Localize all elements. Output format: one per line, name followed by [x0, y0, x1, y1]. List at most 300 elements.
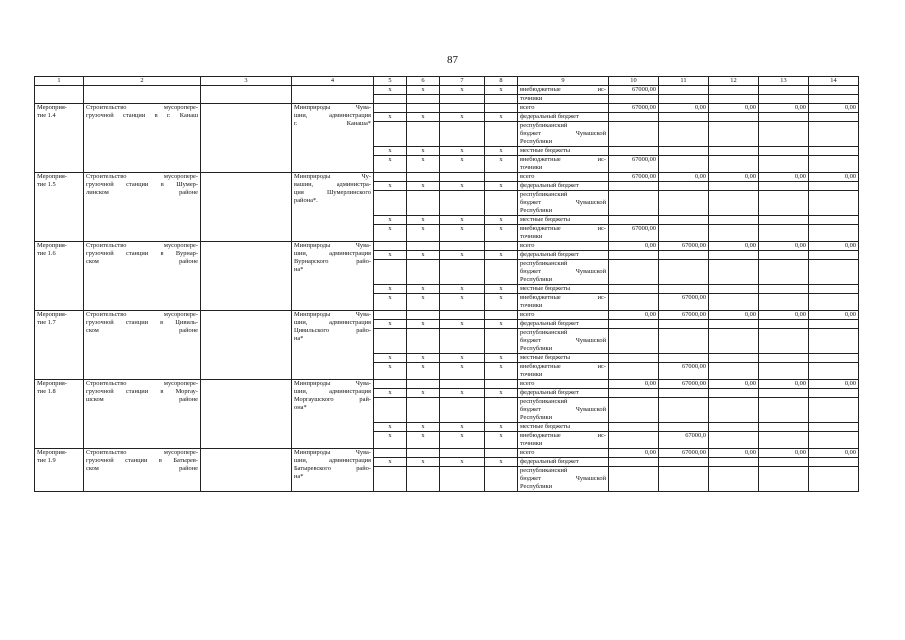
- continuation-row: [35, 95, 859, 104]
- mark-cell: x: [440, 458, 485, 467]
- value-cell: [809, 285, 859, 294]
- value-cell: [609, 251, 659, 260]
- empty-cell: [201, 173, 292, 242]
- mark-cell: x: [407, 423, 440, 432]
- value-cell: [659, 147, 709, 156]
- mark-cell: x: [407, 389, 440, 398]
- value-cell: [759, 329, 809, 354]
- value-cell: [809, 216, 859, 225]
- activity-executor: Минприроды Чува- шии, администрация Батыревского райо- на*: [292, 449, 374, 492]
- value-cell: [709, 225, 759, 242]
- value-cell: [809, 467, 859, 492]
- mark-cell: [440, 398, 485, 423]
- value-cell: [709, 216, 759, 225]
- mark-cell: x: [485, 113, 518, 122]
- value-cell: [709, 147, 759, 156]
- value-cell: [759, 147, 809, 156]
- value-cell: [659, 467, 709, 492]
- mark-cell: [374, 260, 407, 285]
- source-cell: федеральный бюджет: [518, 113, 609, 122]
- value-cell: 0,00: [809, 449, 859, 458]
- mark-cell: [407, 311, 440, 320]
- mark-cell: x: [407, 86, 440, 95]
- mark-cell: x: [407, 251, 440, 260]
- column-header: 13: [759, 77, 809, 86]
- value-cell: [809, 354, 859, 363]
- mark-cell: [374, 380, 407, 389]
- source-cell: республиканский бюджет Чувашской Республики: [518, 467, 609, 492]
- value-cell: 67000,00: [609, 225, 659, 242]
- value-cell: 67000,00: [659, 380, 709, 389]
- value-cell: [609, 398, 659, 423]
- mark-cell: x: [485, 294, 518, 311]
- value-cell: [659, 398, 709, 423]
- activity-executor: Минприроды Чува- шии, администрация Цивильского райо- на*: [292, 311, 374, 380]
- mark-cell: [440, 467, 485, 492]
- activity-description: Строительство мусоропере- грузочной станции в Батырев- ском районе: [84, 449, 201, 492]
- source-cell: местные бюджеты: [518, 285, 609, 294]
- mark-cell: [440, 122, 485, 147]
- value-cell: [609, 191, 659, 216]
- value-cell: [709, 191, 759, 216]
- value-cell: [609, 363, 659, 380]
- mark-cell: x: [440, 294, 485, 311]
- source-cell: федеральный бюджет: [518, 320, 609, 329]
- value-cell: 0,00: [709, 104, 759, 113]
- mark-cell: x: [407, 458, 440, 467]
- value-cell: 0,00: [809, 173, 859, 182]
- empty-cell: [35, 95, 84, 104]
- mark-cell: [374, 191, 407, 216]
- mark-cell: x: [374, 156, 407, 173]
- column-header: 5: [374, 77, 407, 86]
- empty-cell: [759, 95, 809, 104]
- mark-cell: x: [485, 182, 518, 191]
- value-cell: 67000,00: [609, 104, 659, 113]
- mark-cell: x: [485, 86, 518, 95]
- mark-cell: x: [374, 354, 407, 363]
- activity-executor: Минприроды Чу- вашии, администра- ция Шумерлинского района*.: [292, 173, 374, 242]
- source-cell: всего: [518, 173, 609, 182]
- mark-cell: x: [485, 156, 518, 173]
- empty-cell: [201, 380, 292, 449]
- value-cell: 67000,00: [659, 242, 709, 251]
- value-cell: [709, 354, 759, 363]
- value-cell: [659, 354, 709, 363]
- value-cell: [609, 458, 659, 467]
- mark-cell: [374, 104, 407, 113]
- activity-description: Строительство мусоропере- грузочной станции в Цивиль- ском районе: [84, 311, 201, 380]
- mark-cell: [440, 449, 485, 458]
- value-cell: [759, 389, 809, 398]
- mark-cell: x: [485, 251, 518, 260]
- value-cell: [809, 122, 859, 147]
- mark-cell: [374, 467, 407, 492]
- mark-cell: x: [440, 147, 485, 156]
- value-cell: [609, 432, 659, 449]
- mark-cell: x: [407, 147, 440, 156]
- empty-cell: [709, 86, 759, 95]
- value-cell: [709, 389, 759, 398]
- mark-cell: x: [374, 113, 407, 122]
- activity-description: Строительство мусоропере- грузочной станции в г. Канаш: [84, 104, 201, 173]
- mark-cell: x: [440, 182, 485, 191]
- mark-cell: [407, 398, 440, 423]
- mark-cell: x: [440, 225, 485, 242]
- mark-cell: x: [485, 432, 518, 449]
- mark-cell: x: [440, 251, 485, 260]
- value-cell: [609, 389, 659, 398]
- source-cell: республиканский бюджет Чувашской Республики: [518, 398, 609, 423]
- empty-cell: [201, 311, 292, 380]
- source-cell: республиканский бюджет Чувашской Республики: [518, 191, 609, 216]
- value-cell: 67000,00: [659, 294, 709, 311]
- mark-cell: x: [485, 389, 518, 398]
- source-cell: всего: [518, 104, 609, 113]
- mark-cell: x: [374, 225, 407, 242]
- column-header: 1: [35, 77, 84, 86]
- mark-cell: x: [374, 86, 407, 95]
- empty-cell: [709, 95, 759, 104]
- block-total-row: [35, 311, 859, 320]
- mark-cell: x: [440, 113, 485, 122]
- mark-cell: [374, 398, 407, 423]
- mark-cell: [374, 329, 407, 354]
- value-cell: [759, 285, 809, 294]
- source-cell: внебюджетные ис-: [518, 86, 609, 95]
- empty-cell: [201, 104, 292, 173]
- value-cell: [709, 294, 759, 311]
- empty-cell: [201, 449, 292, 492]
- value-cell: [809, 260, 859, 285]
- mark-cell: [407, 122, 440, 147]
- mark-cell: x: [485, 423, 518, 432]
- value-cell: [709, 458, 759, 467]
- mark-cell: [407, 329, 440, 354]
- value-cell: 67000,00: [659, 311, 709, 320]
- value-cell: 67000,00: [609, 86, 659, 95]
- mark-cell: x: [485, 285, 518, 294]
- mark-cell: [407, 95, 440, 104]
- value-cell: 0,00: [709, 173, 759, 182]
- activity-executor: Минприроды Чува- шии, администрация Вурнарского райо- на*: [292, 242, 374, 311]
- empty-cell: [201, 95, 292, 104]
- empty-cell: [809, 95, 859, 104]
- mark-cell: x: [374, 251, 407, 260]
- mark-cell: [407, 260, 440, 285]
- mark-cell: x: [374, 423, 407, 432]
- value-cell: [709, 329, 759, 354]
- value-cell: [759, 260, 809, 285]
- value-cell: [809, 191, 859, 216]
- source-cell: внебюджетные ис- точники: [518, 294, 609, 311]
- value-cell: [709, 122, 759, 147]
- empty-cell: [201, 242, 292, 311]
- mark-cell: [374, 311, 407, 320]
- column-header: 6: [407, 77, 440, 86]
- activity-description: Строительство мусоропере- грузочной станции в Вурнар- ском районе: [84, 242, 201, 311]
- mark-cell: x: [374, 458, 407, 467]
- mark-cell: x: [485, 320, 518, 329]
- source-cell: точники: [518, 95, 609, 104]
- value-cell: [709, 432, 759, 449]
- continuation-row: [35, 86, 859, 95]
- value-cell: [659, 156, 709, 173]
- mark-cell: x: [407, 182, 440, 191]
- empty-cell: [201, 86, 292, 95]
- mark-cell: x: [407, 113, 440, 122]
- value-cell: [609, 147, 659, 156]
- mark-cell: x: [374, 363, 407, 380]
- mark-cell: x: [440, 156, 485, 173]
- mark-cell: x: [374, 182, 407, 191]
- empty-cell: [35, 86, 84, 95]
- source-cell: республиканский бюджет Чувашской Республики: [518, 260, 609, 285]
- mark-cell: [407, 449, 440, 458]
- value-cell: [759, 216, 809, 225]
- mark-cell: [407, 242, 440, 251]
- block-total-row: [35, 380, 859, 389]
- value-cell: [809, 389, 859, 398]
- column-header: 9: [518, 77, 609, 86]
- value-cell: [709, 423, 759, 432]
- empty-cell: [759, 86, 809, 95]
- empty-cell: [292, 86, 374, 95]
- page-number: 87: [447, 54, 458, 66]
- value-cell: [809, 398, 859, 423]
- mark-cell: x: [440, 389, 485, 398]
- mark-cell: [407, 173, 440, 182]
- mark-cell: x: [407, 285, 440, 294]
- value-cell: [659, 251, 709, 260]
- mark-cell: x: [374, 294, 407, 311]
- value-cell: [759, 432, 809, 449]
- value-cell: [659, 113, 709, 122]
- activity-id: Мероприя- тие 1.6: [35, 242, 84, 311]
- mark-cell: [440, 173, 485, 182]
- value-cell: [809, 320, 859, 329]
- value-cell: [759, 398, 809, 423]
- mark-cell: x: [374, 285, 407, 294]
- mark-cell: x: [374, 147, 407, 156]
- value-cell: [809, 156, 859, 173]
- value-cell: 0,00: [609, 449, 659, 458]
- mark-cell: x: [440, 320, 485, 329]
- value-cell: [809, 225, 859, 242]
- mark-cell: x: [485, 458, 518, 467]
- activity-id: Мероприя- тие 1.5: [35, 173, 84, 242]
- mark-cell: [485, 95, 518, 104]
- column-header: 2: [84, 77, 201, 86]
- value-cell: [759, 251, 809, 260]
- value-cell: 0,00: [809, 242, 859, 251]
- mark-cell: x: [374, 216, 407, 225]
- mark-cell: x: [407, 216, 440, 225]
- activity-executor: Минприроды Чува- шии, администрация Моргаушского рай- она*: [292, 380, 374, 449]
- mark-cell: [440, 260, 485, 285]
- mark-cell: [485, 380, 518, 389]
- value-cell: [659, 216, 709, 225]
- mark-cell: x: [374, 432, 407, 449]
- column-header: 4: [292, 77, 374, 86]
- value-cell: [659, 423, 709, 432]
- value-cell: 67000,0: [659, 432, 709, 449]
- column-header: 10: [609, 77, 659, 86]
- activity-description: Строительство мусоропере- грузочной станции в Шумер- линском районе: [84, 173, 201, 242]
- mark-cell: [485, 191, 518, 216]
- mark-cell: [374, 173, 407, 182]
- value-cell: [759, 122, 809, 147]
- source-cell: местные бюджеты: [518, 216, 609, 225]
- mark-cell: [440, 191, 485, 216]
- value-cell: [709, 182, 759, 191]
- mark-cell: [485, 122, 518, 147]
- value-cell: 0,00: [659, 104, 709, 113]
- value-cell: [709, 260, 759, 285]
- value-cell: [659, 285, 709, 294]
- value-cell: [659, 260, 709, 285]
- column-header: 12: [709, 77, 759, 86]
- mark-cell: x: [407, 363, 440, 380]
- source-cell: местные бюджеты: [518, 354, 609, 363]
- mark-cell: x: [485, 225, 518, 242]
- value-cell: 67000,00: [659, 449, 709, 458]
- value-cell: 0,00: [609, 242, 659, 251]
- value-cell: 0,00: [609, 380, 659, 389]
- block-total-row: [35, 242, 859, 251]
- mark-cell: [485, 398, 518, 423]
- source-cell: федеральный бюджет: [518, 182, 609, 191]
- mark-cell: [407, 191, 440, 216]
- value-cell: 67000,00: [659, 363, 709, 380]
- value-cell: [659, 225, 709, 242]
- mark-cell: x: [485, 216, 518, 225]
- mark-cell: [485, 449, 518, 458]
- value-cell: [759, 458, 809, 467]
- value-cell: [709, 320, 759, 329]
- mark-cell: x: [407, 294, 440, 311]
- mark-cell: [440, 95, 485, 104]
- value-cell: [809, 113, 859, 122]
- mark-cell: [485, 104, 518, 113]
- value-cell: [809, 363, 859, 380]
- value-cell: [759, 191, 809, 216]
- mark-cell: x: [440, 363, 485, 380]
- source-cell: внебюджетные ис- точники: [518, 363, 609, 380]
- activity-id: Мероприя- тие 1.7: [35, 311, 84, 380]
- mark-cell: [485, 467, 518, 492]
- header-row: [35, 77, 859, 86]
- mark-cell: x: [485, 147, 518, 156]
- source-cell: всего: [518, 242, 609, 251]
- value-cell: [809, 147, 859, 156]
- value-cell: [759, 467, 809, 492]
- mark-cell: x: [440, 216, 485, 225]
- value-cell: [659, 329, 709, 354]
- value-cell: [609, 113, 659, 122]
- mark-cell: x: [407, 432, 440, 449]
- value-cell: 67000,00: [609, 173, 659, 182]
- empty-cell: [292, 95, 374, 104]
- block-total-row: [35, 449, 859, 458]
- mark-cell: [440, 242, 485, 251]
- value-cell: [659, 389, 709, 398]
- value-cell: [609, 285, 659, 294]
- activity-id: Мероприя- тие 1.9: [35, 449, 84, 492]
- empty-cell: [84, 95, 201, 104]
- mark-cell: x: [440, 432, 485, 449]
- source-cell: местные бюджеты: [518, 423, 609, 432]
- value-cell: 0,00: [659, 173, 709, 182]
- mark-cell: [374, 242, 407, 251]
- value-cell: [809, 251, 859, 260]
- value-cell: 0,00: [709, 311, 759, 320]
- value-cell: 67000,00: [609, 156, 659, 173]
- mark-cell: x: [407, 225, 440, 242]
- source-cell: республиканский бюджет Чувашской Республики: [518, 329, 609, 354]
- value-cell: [709, 467, 759, 492]
- mark-cell: [374, 122, 407, 147]
- source-cell: федеральный бюджет: [518, 458, 609, 467]
- column-header: 7: [440, 77, 485, 86]
- mark-cell: x: [485, 354, 518, 363]
- value-cell: [659, 191, 709, 216]
- mark-cell: x: [374, 320, 407, 329]
- source-cell: всего: [518, 380, 609, 389]
- value-cell: 0,00: [709, 380, 759, 389]
- value-cell: [709, 398, 759, 423]
- value-cell: [759, 320, 809, 329]
- value-cell: 0,00: [609, 311, 659, 320]
- value-cell: 0,00: [759, 242, 809, 251]
- mark-cell: [440, 329, 485, 354]
- value-cell: 0,00: [759, 380, 809, 389]
- value-cell: [709, 285, 759, 294]
- column-header: 14: [809, 77, 859, 86]
- mark-cell: [485, 311, 518, 320]
- mark-cell: [407, 380, 440, 389]
- empty-cell: [809, 86, 859, 95]
- mark-cell: x: [407, 320, 440, 329]
- mark-cell: [485, 242, 518, 251]
- value-cell: [609, 423, 659, 432]
- value-cell: [609, 320, 659, 329]
- value-cell: [759, 225, 809, 242]
- value-cell: [609, 216, 659, 225]
- mark-cell: x: [440, 354, 485, 363]
- block-total-row: [35, 173, 859, 182]
- mark-cell: x: [407, 156, 440, 173]
- source-cell: республиканский бюджет Чувашской Республики: [518, 122, 609, 147]
- value-cell: [609, 467, 659, 492]
- value-cell: 0,00: [759, 173, 809, 182]
- value-cell: 0,00: [759, 104, 809, 113]
- value-cell: [709, 363, 759, 380]
- activity-id: Мероприя- тие 1.8: [35, 380, 84, 449]
- source-cell: федеральный бюджет: [518, 251, 609, 260]
- value-cell: [759, 354, 809, 363]
- value-cell: 0,00: [709, 449, 759, 458]
- activity-id: Мероприя- тие 1.4: [35, 104, 84, 173]
- value-cell: 0,00: [759, 449, 809, 458]
- mark-cell: x: [440, 423, 485, 432]
- column-header: 3: [201, 77, 292, 86]
- value-cell: [809, 182, 859, 191]
- value-cell: [609, 95, 659, 104]
- value-cell: [659, 320, 709, 329]
- empty-cell: [659, 86, 709, 95]
- value-cell: [809, 432, 859, 449]
